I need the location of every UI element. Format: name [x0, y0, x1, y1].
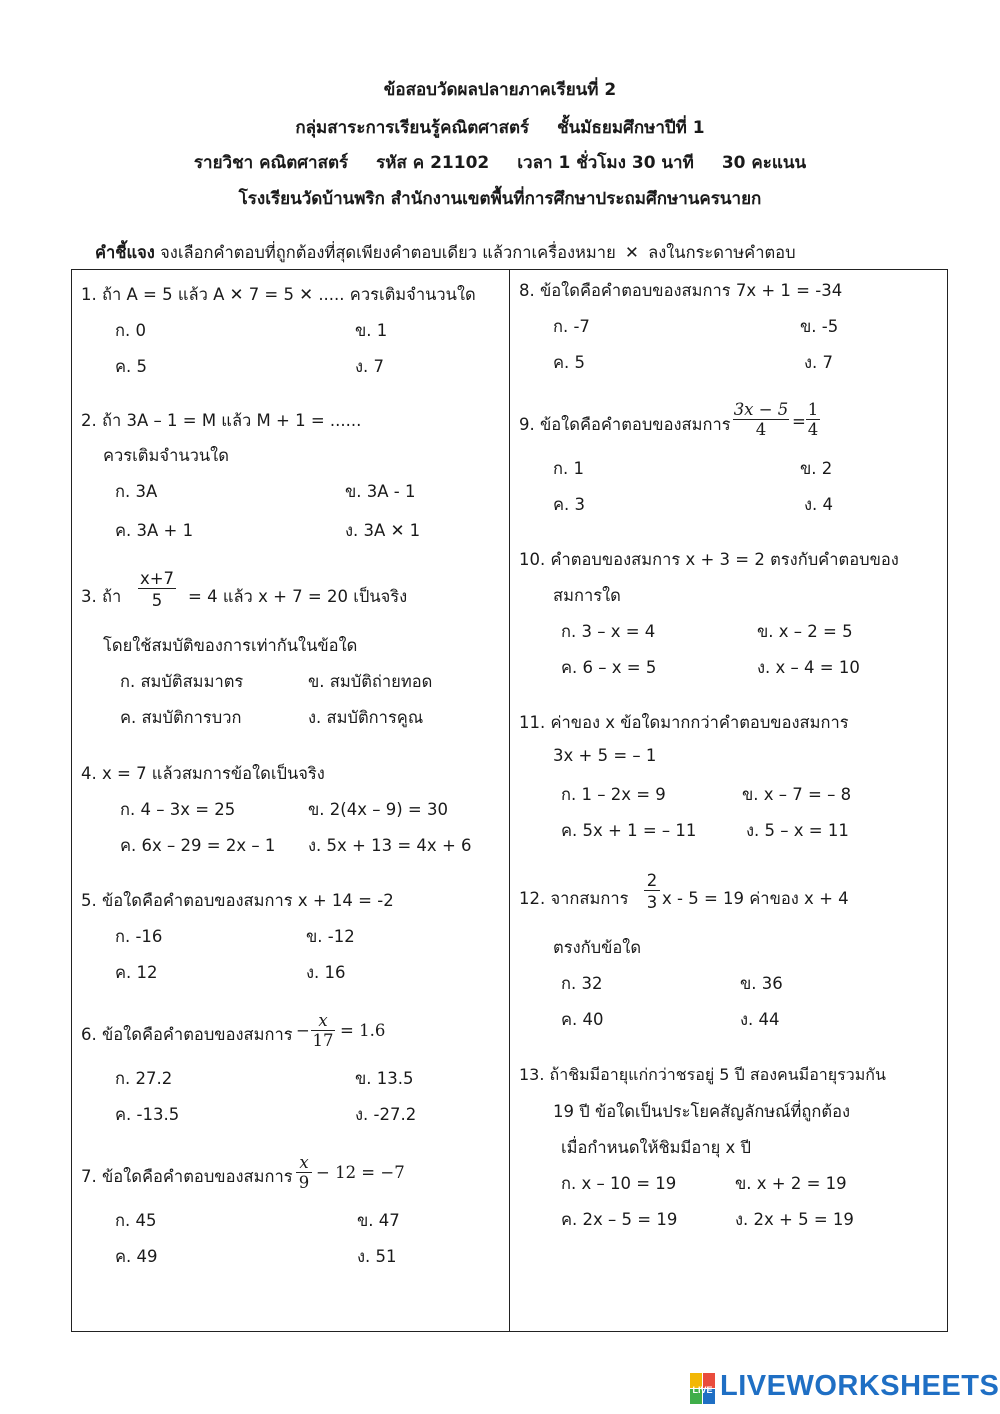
fraction-numerator: 2 [646, 871, 658, 890]
grade-level: ชั้นมัธยมศึกษาปีที่ 1 [557, 118, 705, 138]
instruction-line [95, 240, 796, 266]
question-stem-2: ควรเติมจำนวนใด [103, 446, 229, 465]
choice-c[interactable]: ค. 6x – 29 = 2x – 1 [120, 836, 276, 855]
instruction-text: จงเลือกคำตอบที่ถูกต้องที่สุดเพียงคำตอบเดียว แล้วกาเครื่องหมาย [160, 243, 616, 262]
choice-a[interactable]: ก. 3 – x = 4 [561, 622, 656, 641]
choice-a[interactable]: ก. 3A [115, 482, 158, 501]
instruction-text-end: ลงในกระดาษคำตอบ [648, 243, 796, 262]
choice-c[interactable]: ค. 3A + 1 [115, 521, 194, 540]
choice-b[interactable]: ข. x + 2 = 19 [735, 1174, 847, 1193]
choice-d[interactable]: ง. 5x + 13 = 4x + 6 [308, 836, 472, 855]
choice-b[interactable]: ข. 3A - 1 [345, 482, 416, 501]
question-prefix: 7. ข้อใดคือคำตอบของสมการ [81, 1167, 293, 1186]
choice-d[interactable]: ง. 16 [306, 963, 346, 982]
choice-a[interactable]: ก. 32 [561, 974, 603, 993]
choice-b[interactable]: ข. 1 [355, 321, 388, 340]
choice-d[interactable]: ง. 51 [357, 1247, 397, 1266]
fraction-denominator: 17 [312, 1031, 334, 1050]
cross-mark-icon: ✕ [625, 243, 639, 262]
choice-b[interactable]: ข. 2(4x – 9) = 30 [308, 800, 448, 819]
question-stem: 5. ข้อใดคือคำตอบของสมการ x + 14 = -2 [81, 891, 394, 910]
choice-c[interactable]: ค. 5 [115, 357, 148, 376]
question-stem: 8. ข้อใดคือคำตอบของสมการ 7x + 1 = -34 [519, 281, 843, 300]
choice-a[interactable]: ก. -7 [553, 317, 590, 336]
choice-c[interactable]: ค. 5 [553, 353, 586, 372]
fraction-numerator: 1 [807, 400, 819, 419]
fraction [644, 871, 660, 912]
subject-group-line [0, 114, 1000, 141]
fraction-left [733, 400, 789, 439]
fraction [138, 569, 176, 610]
choice-d[interactable]: ง. 3A ✕ 1 [345, 521, 421, 540]
choice-c[interactable]: ค. 5x + 1 = – 11 [561, 821, 697, 840]
fraction-denominator: 4 [807, 420, 819, 439]
column-divider [509, 269, 510, 1332]
question-stem-2: โดยใช้สมบัติของการเท่ากันในข้อใด [103, 636, 358, 655]
equation-rhs: − 12 = −7 [316, 1163, 405, 1182]
choice-b[interactable]: ข. 13.5 [355, 1069, 414, 1088]
question-stem: 1. ถ้า A = 5 แล้ว A ✕ 7 = 5 ✕ ..... ควรเติมจำนวนใด [81, 285, 476, 304]
question-prefix: 3. ถ้า [81, 587, 122, 606]
choice-a[interactable]: ก. 27.2 [115, 1069, 173, 1088]
question-stem: 2. ถ้า 3A – 1 = M แล้ว M + 1 = ...... [81, 411, 362, 430]
choice-b[interactable]: ข. 2 [800, 459, 833, 478]
minus-sign: − [296, 1021, 310, 1040]
question-suffix: = 4 แล้ว x + 7 = 20 เป็นจริง [188, 587, 408, 606]
choice-d[interactable]: ง. x – 4 = 10 [757, 658, 860, 677]
course-info-line [0, 149, 1000, 176]
question-prefix: 12. จากสมการ [519, 889, 629, 908]
fraction-denominator: 9 [296, 1172, 312, 1192]
course-code: รหัส ค 21102 [376, 153, 490, 173]
fraction-numerator: 3x − 5 [733, 400, 789, 419]
question-stem: 4. x = 7 แล้วสมการข้อใดเป็นจริง [81, 764, 325, 783]
question-prefix: 9. ข้อใดคือคำตอบของสมการ [519, 415, 731, 434]
choice-c[interactable]: ค. 40 [561, 1010, 604, 1029]
choice-a[interactable]: ก. -16 [115, 927, 163, 946]
school-name: โรงเรียนวัดบ้านพริก สำนักงานเขตพื้นที่การศึกษาประถมศึกษานครนายก [238, 189, 762, 209]
course-name: รายวิชา คณิตศาสตร์ [193, 153, 349, 173]
fraction-denominator: 4 [733, 419, 789, 439]
choice-c[interactable]: ค. 6 – x = 5 [561, 658, 657, 677]
question-stem: 10. คำตอบของสมการ x + 3 = 2 ตรงกับคำตอบของ [519, 550, 899, 569]
choice-b[interactable]: ข. -5 [800, 317, 839, 336]
choice-d[interactable]: ง. 2x + 5 = 19 [735, 1210, 854, 1229]
liveworksheets-logo-icon [690, 1373, 716, 1405]
fraction [296, 1153, 312, 1192]
fraction-right [806, 400, 820, 439]
fraction-numerator: x [299, 1153, 309, 1172]
choice-a[interactable]: ก. 1 [553, 459, 584, 478]
question-stem: 13. ถ้าชิมมีอายุแก่กว่าชรอยู่ 5 ปี สองคนมีอายุรวมกัน [519, 1065, 886, 1084]
choice-c[interactable]: ค. -13.5 [115, 1105, 180, 1124]
question-stem: 11. ค่าของ x ข้อใดมากกว่าคำตอบของสมการ [519, 713, 849, 732]
question-stem-3: เมื่อกำหนดให้ชิมมีอายุ x ปี [561, 1138, 752, 1157]
choice-b[interactable]: ข. x – 7 = – 8 [742, 785, 852, 804]
exam-title: ข้อสอบวัดผลปลายภาคเรียนที่ 2 [383, 80, 617, 100]
choice-a[interactable]: ก. 45 [115, 1211, 157, 1230]
question-suffix: x - 5 = 19 ค่าของ x + 4 [662, 889, 849, 908]
question-stem-2: 19 ปี ข้อใดเป็นประโยคสัญลักษณ์ที่ถูกต้อง [553, 1102, 851, 1121]
fraction-numerator: x+7 [139, 569, 175, 588]
choice-d[interactable]: ง. สมบัติการคูณ [308, 708, 424, 727]
choice-a[interactable]: ก. 1 – 2x = 9 [561, 785, 666, 804]
question-stem-2: สมการใด [553, 586, 621, 605]
time-limit: เวลา 1 ชั่วโมง 30 นาที [517, 153, 694, 173]
choice-a[interactable]: ก. สมบัติสมมาตร [120, 672, 244, 691]
choice-c[interactable]: ค. 3 [553, 495, 586, 514]
choice-c[interactable]: ค. 12 [115, 963, 158, 982]
choice-d[interactable]: ง. 4 [804, 495, 834, 514]
choice-a[interactable]: ก. x – 10 = 19 [561, 1174, 677, 1193]
choice-c[interactable]: ค. สมบัติการบวก [120, 708, 242, 727]
total-score: 30 คะแนน [721, 153, 807, 173]
choice-b[interactable]: ข. 47 [357, 1211, 400, 1230]
choice-b[interactable]: ข. x – 2 = 5 [757, 622, 853, 641]
choice-a[interactable]: ก. 0 [115, 321, 146, 340]
choice-c[interactable]: ค. 49 [115, 1247, 158, 1266]
subject-group: กลุ่มสาระการเรียนรู้คณิตศาสตร์ [295, 118, 530, 138]
question-stem-2: 3x + 5 = – 1 [553, 746, 657, 765]
choice-b[interactable]: ข. 36 [740, 974, 783, 993]
choice-d[interactable]: ง. 44 [740, 1010, 780, 1029]
fraction-denominator: 3 [644, 890, 660, 912]
fraction [311, 1011, 335, 1050]
question-prefix: 6. ข้อใดคือคำตอบของสมการ [81, 1025, 293, 1044]
liveworksheets-brand[interactable]: LIVEWORKSHEETS [720, 1370, 1000, 1402]
choice-b[interactable]: ข. -12 [306, 927, 355, 946]
choice-d[interactable]: ง. 5 – x = 11 [746, 821, 849, 840]
choice-a[interactable]: ก. 4 – 3x = 25 [120, 800, 236, 819]
logo-letters: LIVE [692, 1385, 713, 1395]
choice-d[interactable]: ง. 7 [804, 353, 834, 372]
equation-rhs: = 1.6 [340, 1021, 386, 1040]
choice-b[interactable]: ข. สมบัติถ่ายทอด [308, 672, 433, 691]
choice-d[interactable]: ง. -27.2 [355, 1105, 417, 1124]
question-stem-2: ตรงกับข้อใด [553, 938, 642, 957]
instruction-label: คำชี้แจง [95, 243, 155, 262]
choice-d[interactable]: ง. 7 [355, 357, 385, 376]
fraction-numerator: x [318, 1011, 328, 1030]
fraction-denominator: 5 [138, 588, 176, 610]
equals-sign: = [792, 412, 806, 431]
choice-c[interactable]: ค. 2x – 5 = 19 [561, 1210, 678, 1229]
